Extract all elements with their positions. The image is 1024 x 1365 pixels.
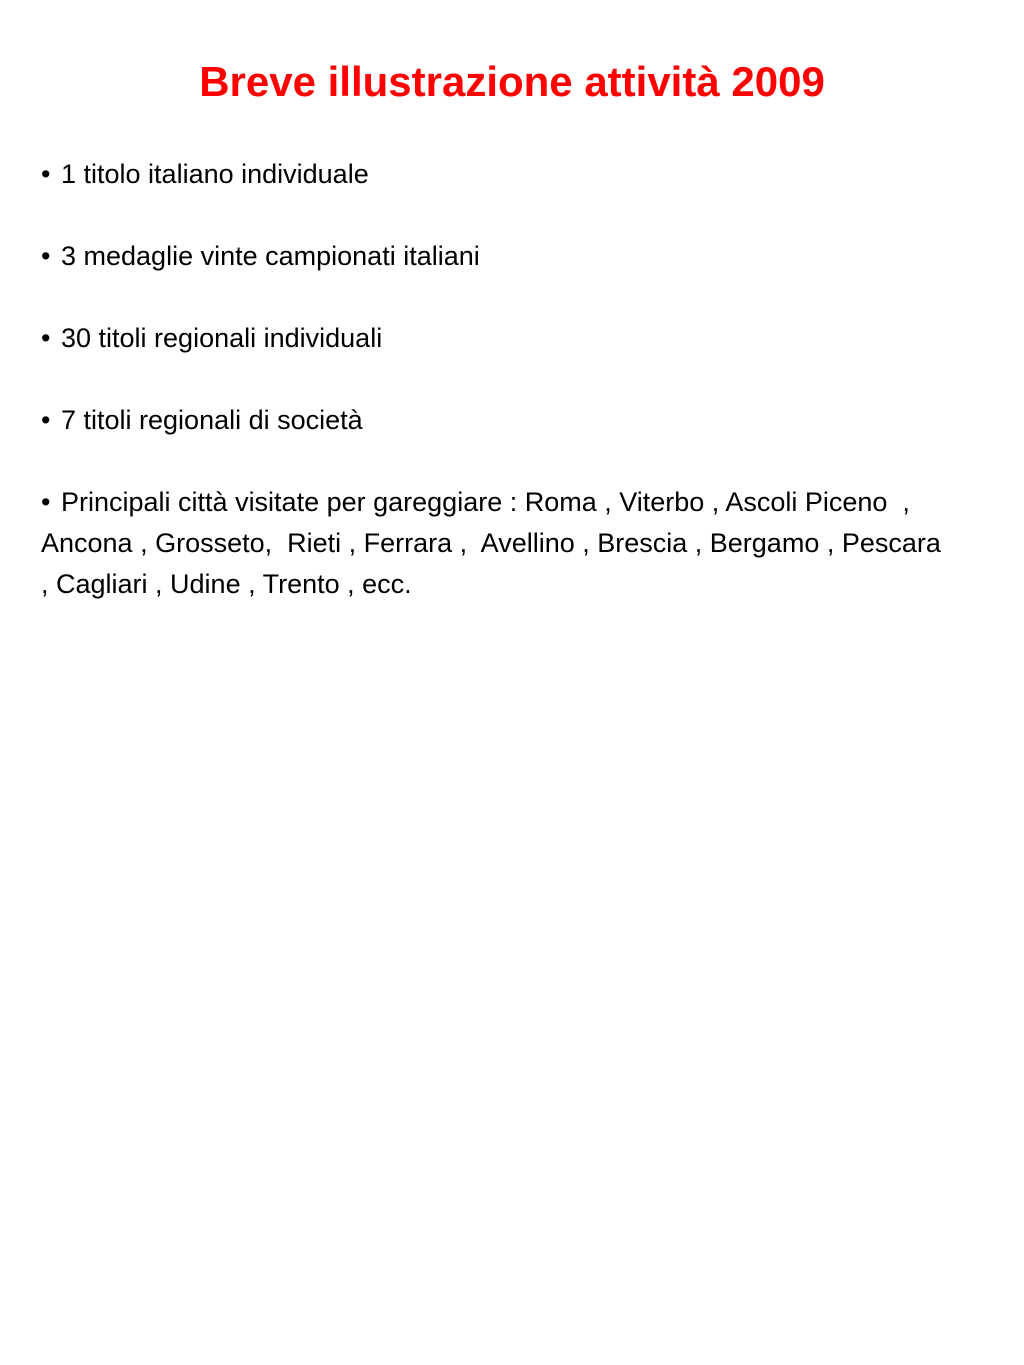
list-item-text: 3 medaglie vinte campionati italiani <box>61 241 480 271</box>
list-item-text: 30 titoli regionali individuali <box>61 323 383 353</box>
list-item <box>41 482 949 605</box>
list-item-text: 1 titolo italiano individuale <box>61 159 369 189</box>
list-item-text: 7 titoli regionali di società <box>61 405 363 435</box>
list-item <box>41 400 941 441</box>
slide-title: Breve illustrazione attività 2009 <box>199 58 825 105</box>
bullet-list <box>41 154 949 605</box>
bullet-icon: • <box>41 323 51 353</box>
bullet-icon: • <box>41 487 51 517</box>
list-item <box>41 236 941 277</box>
bullet-icon: • <box>41 241 51 271</box>
list-item <box>41 318 941 359</box>
list-item-text: Principali città visitate per gareggiare : Roma , Viterbo , Ascoli Piceno , Ancona , Grosseto, Rieti , Ferrara , Avellino , Brescia , Bergamo , Pescara , Cagliari , Udine , Trento , ecc. <box>41 487 949 599</box>
list-item <box>41 154 941 195</box>
bullet-icon: • <box>41 405 51 435</box>
bullet-icon: • <box>41 159 51 189</box>
